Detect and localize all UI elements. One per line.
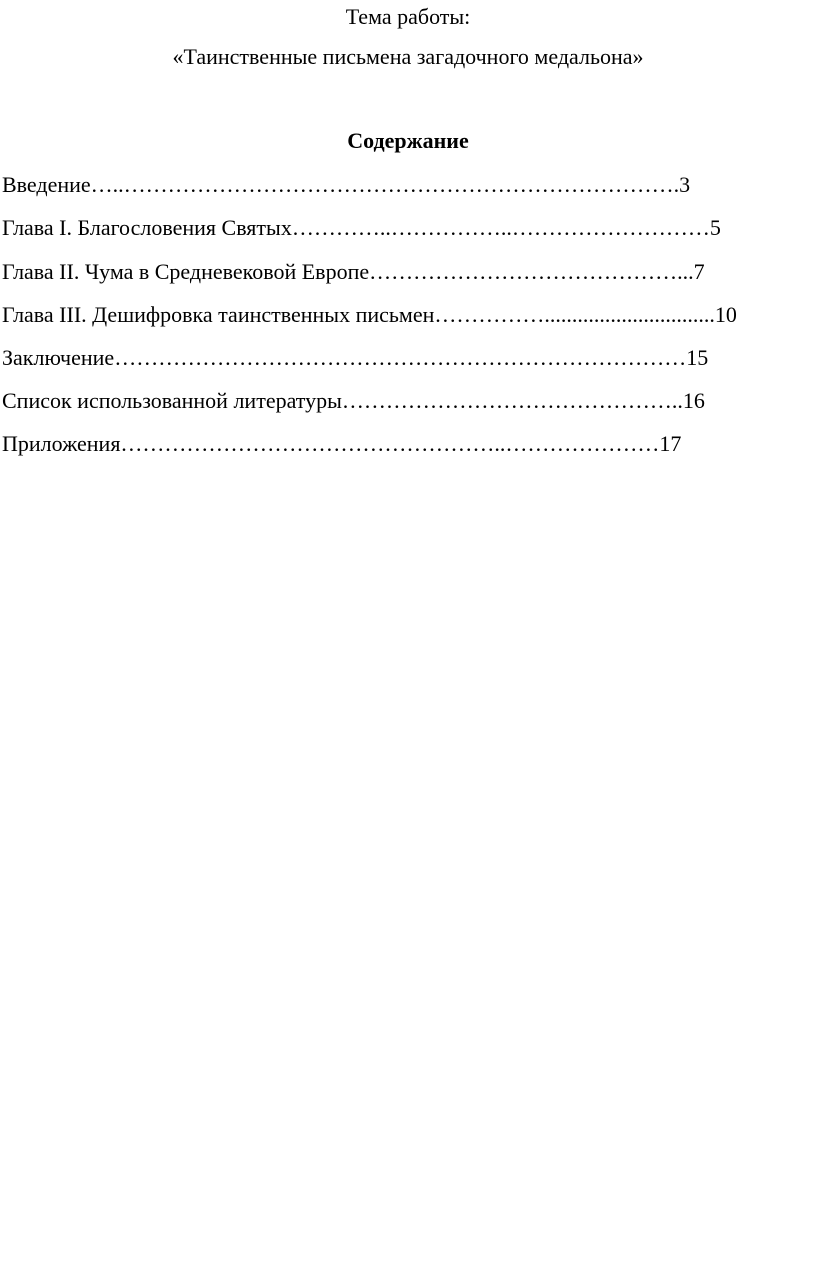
- topic-heading: Тема работы:: [345, 4, 471, 29]
- toc-entry-bibliography: Список использованной литературы………………………………………..16: [2, 388, 705, 413]
- toc-entry-chapter-3: Глава III. Дешифровка таинственных письмен……………...............................10: [2, 302, 737, 327]
- topic-title: «Таинственные письмена загадочного медальона»: [172, 44, 644, 69]
- table-of-contents-heading: Содержание: [347, 128, 469, 153]
- toc-entry-introduction: Введение…..………………………………………………………………….3: [2, 172, 691, 197]
- toc-entry-chapter-1: Глава I. Благословения Святых…………..……………..………………………5: [2, 215, 721, 240]
- toc-entry-appendices: Приложения……………………………………………..…………………17: [2, 431, 682, 456]
- toc-entry-conclusion: Заключение……………………………………………………………………15: [2, 345, 709, 370]
- toc-entry-chapter-2: Глава II. Чума в Средневековой Европе……………………………………...7: [2, 259, 705, 284]
